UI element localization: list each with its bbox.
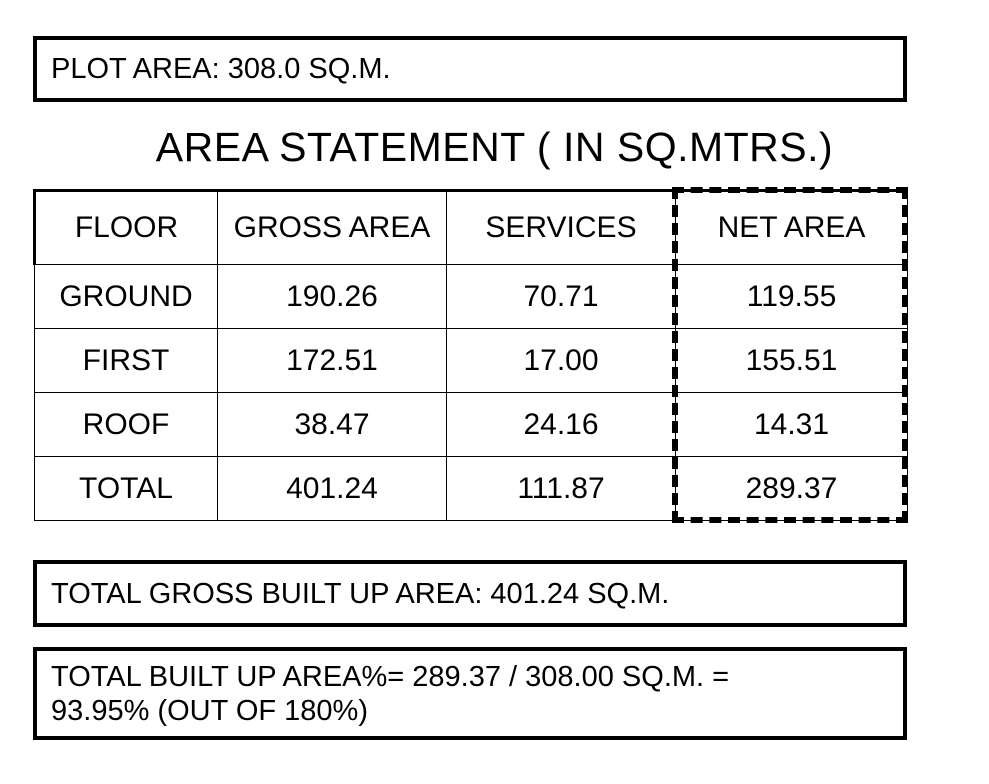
floor-cell: ROOF: [35, 393, 218, 457]
column-header-services: SERVICES: [447, 191, 676, 265]
net-area-cell: 14.31: [676, 393, 908, 457]
gross-area-cell: 172.51: [218, 329, 447, 393]
table-row: [35, 265, 908, 329]
column-header-floor: FLOOR: [35, 191, 218, 265]
services-cell: 111.87: [447, 457, 676, 521]
page-title: AREA STATEMENT ( IN SQ.MTRS.): [155, 124, 834, 170]
floor-cell: TOTAL: [35, 457, 218, 521]
gross-area-cell: 190.26: [218, 265, 447, 329]
total-ratio-box: [33, 647, 907, 740]
area-statement-table: [33, 189, 908, 521]
total-gross-text: TOTAL GROSS BUILT UP AREA: 401.24 SQ.M.: [51, 577, 670, 610]
table-row: [35, 393, 908, 457]
table-row: [35, 329, 908, 393]
column-header-gross-area: GROSS AREA: [218, 191, 447, 265]
floor-cell: GROUND: [35, 265, 218, 329]
total-ratio-line-1: TOTAL BUILT UP AREA%= 289.37 / 308.00 SQ.M. =: [51, 661, 730, 693]
net-area-cell: 119.55: [676, 265, 908, 329]
net-area-cell: 289.37: [676, 457, 908, 521]
floor-cell: FIRST: [35, 329, 218, 393]
services-cell: 70.71: [447, 265, 676, 329]
table-row-total: [35, 457, 908, 521]
services-cell: 17.00: [447, 329, 676, 393]
gross-area-cell: 38.47: [218, 393, 447, 457]
gross-area-cell: 401.24: [218, 457, 447, 521]
table-header-row: [35, 191, 908, 265]
services-cell: 24.16: [447, 393, 676, 457]
total-gross-box: [33, 560, 907, 627]
plot-area-text: PLOT AREA: 308.0 SQ.M.: [51, 53, 391, 85]
net-area-cell: 155.51: [676, 329, 908, 393]
column-header-net-area: NET AREA: [676, 191, 908, 265]
total-ratio-line-2: 93.95% (OUT OF 180%): [51, 695, 368, 727]
plot-area-box: [33, 36, 907, 102]
